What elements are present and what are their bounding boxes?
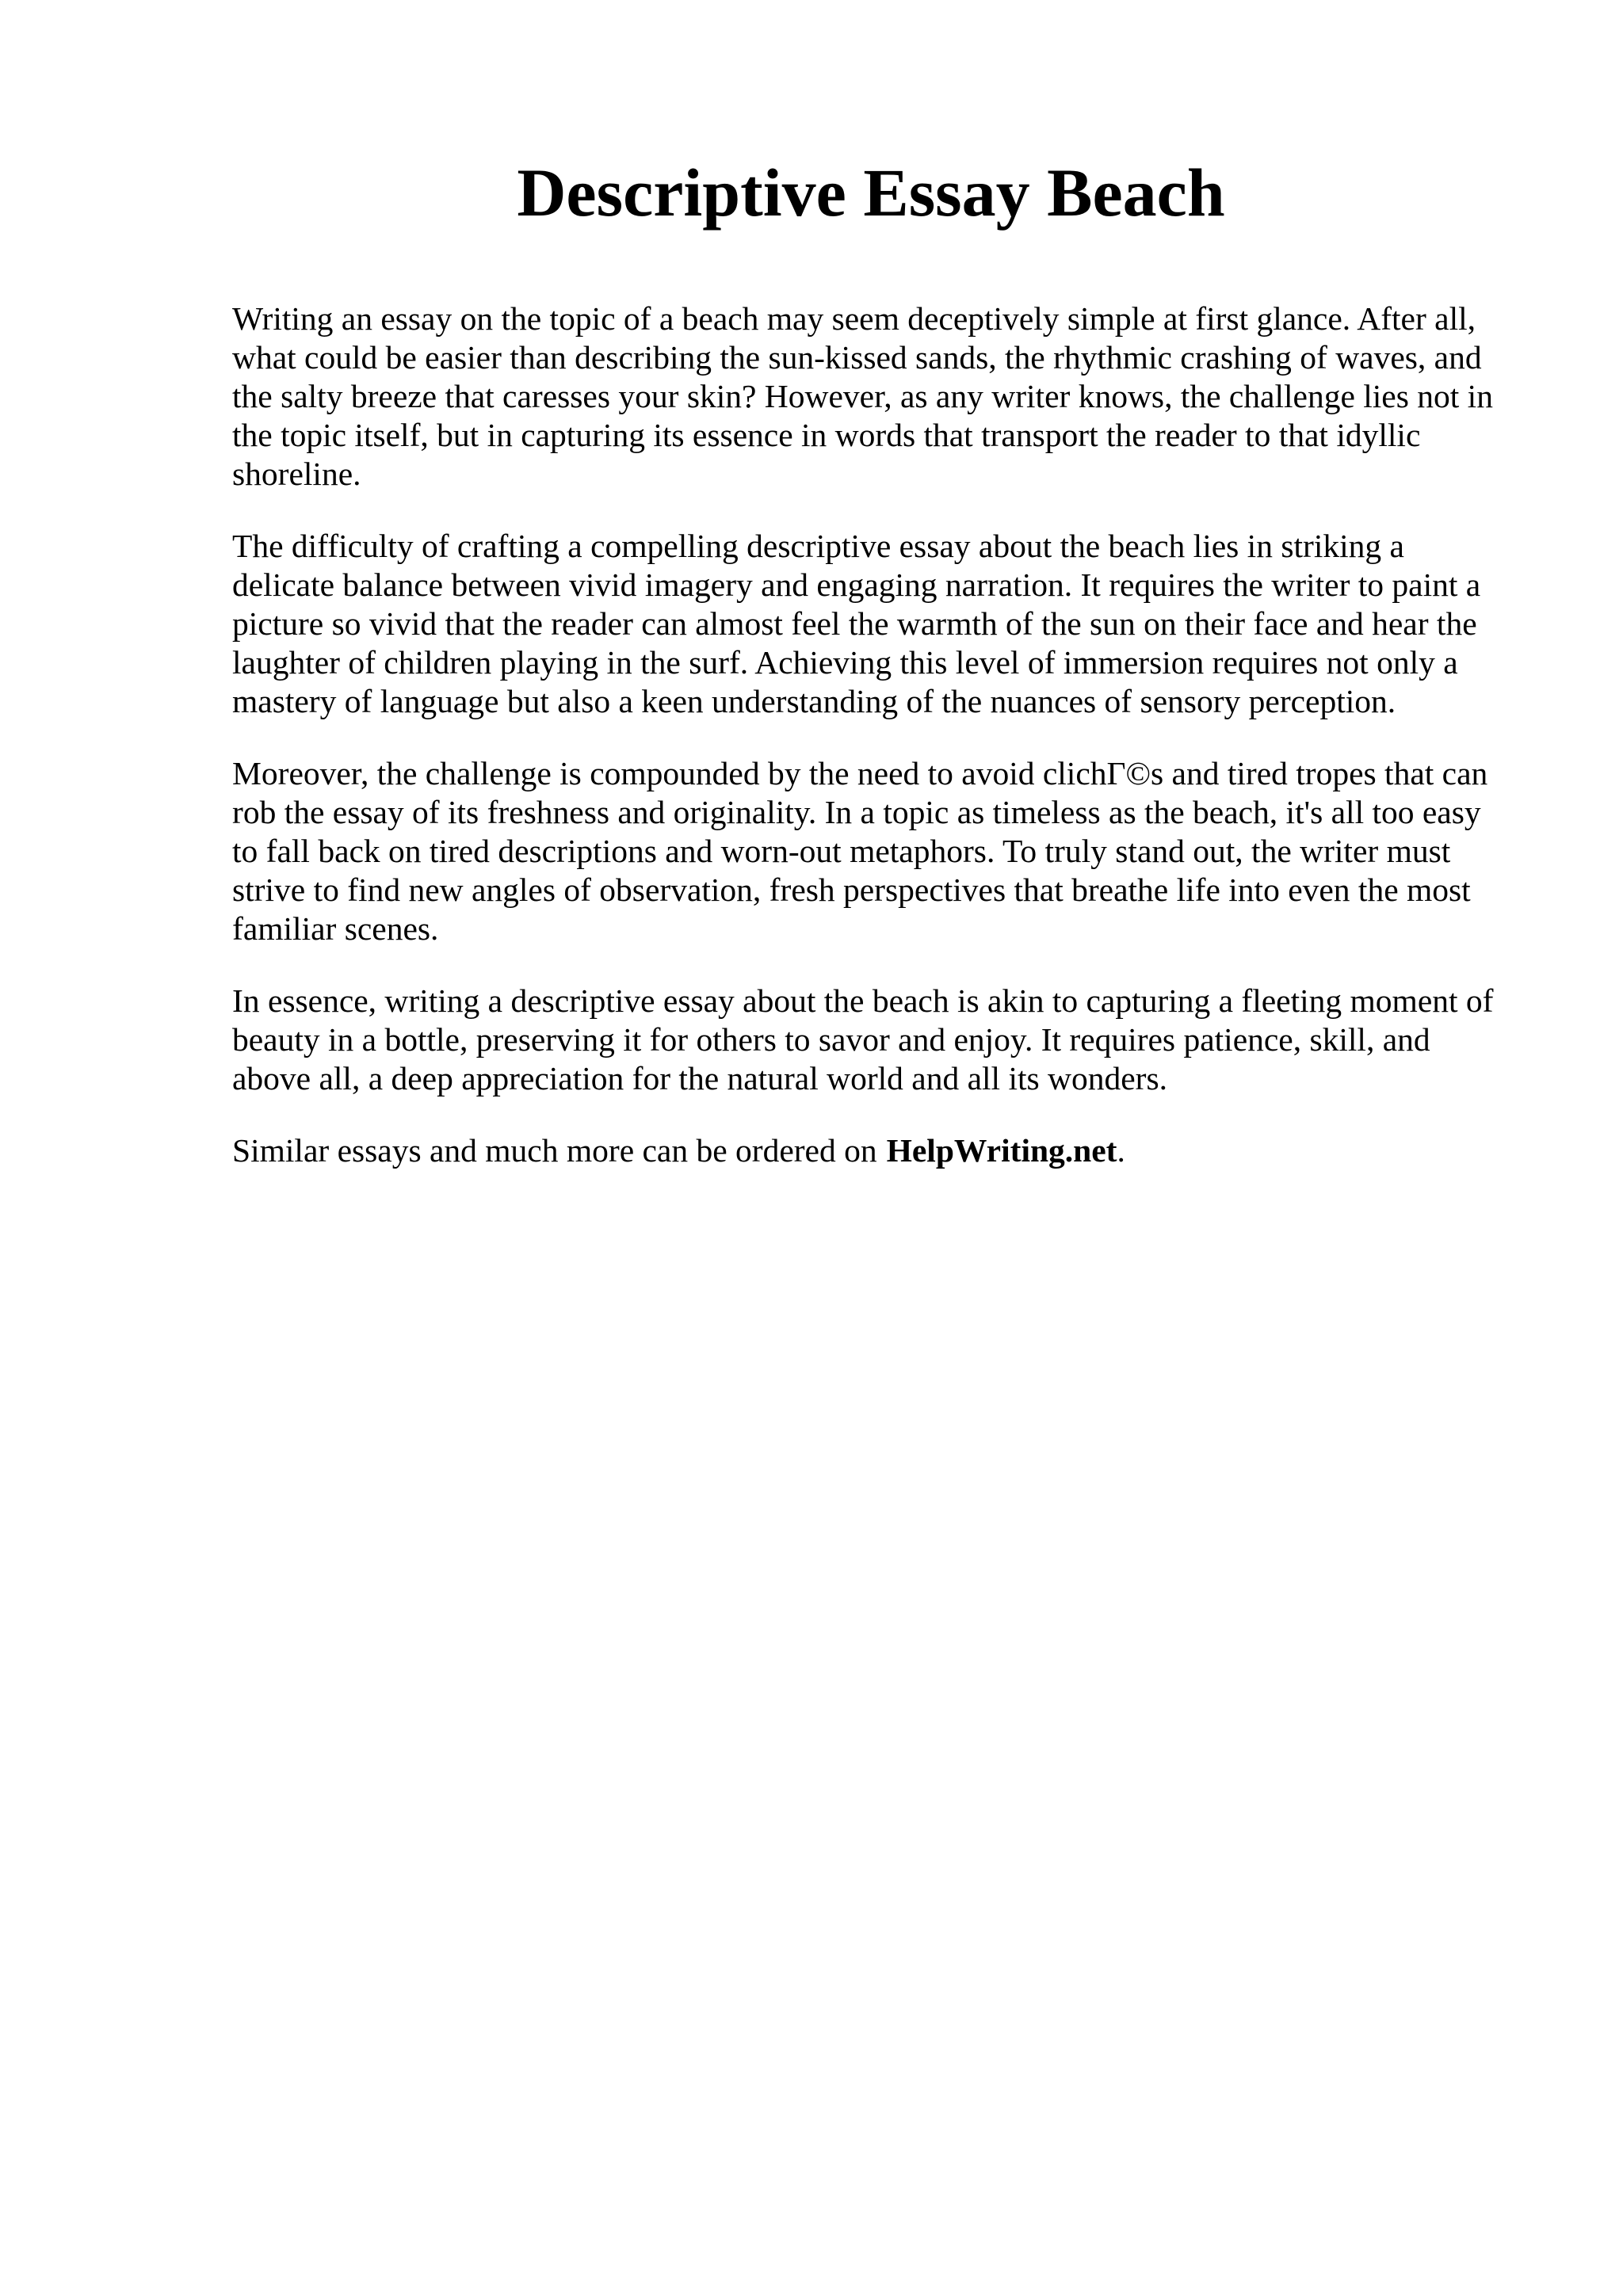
paragraph-1: Writing an essay on the topic of a beach may seem deceptively simple at first glance. After all, what could be easier than describing the sun-kissed sands, the rhythmic crashing of waves, and the salty breeze that caresses your skin? However, as any writer knows, the challenge lies not in the topic itself, but in capturing its essence in words that transport the reader to that idyllic shoreline. [232,300,1493,492]
order-suffix: . [1117,1132,1125,1169]
document-title: Descriptive Essay Beach [517,154,1225,231]
title-container [0,149,1623,236]
helpwriting-link[interactable]: HelpWriting.net [886,1132,1117,1169]
order-text: Similar essays and much more can be ordered on [232,1132,877,1169]
document-body [232,299,1508,1170]
paragraph-3: Moreover, the challenge is compounded by the need to avoid clichГ©s and tired tropes that can rob the essay of its freshness and originality. In a topic as timeless as the beach, it's all too easy to fall back on tired descriptions and worn-out metaphors. To truly stand out, the writer must strive to find new angles of observation, fresh perspectives that breathe life into even the most familiar scenes. [232,755,1488,947]
paragraph-4: In essence, writing a descriptive essay about the beach is akin to capturing a fleeting moment of beauty in a bottle, preserving it for others to savor and enjoy. It requires patience, skill, and above all, a deep appreciation for the natural world and all its wonders. [232,982,1494,1097]
paragraph-2: The difficulty of crafting a compelling descriptive essay about the beach lies in striking a delicate balance between vivid imagery and engaging narration. It requires the writer to paint a picture so vivid that the reader can almost feel the warmth of the sun on their face and hear the laughter of children playing in the surf. Achieving this level of immersion requires not only a mastery of language but also a keen understanding of the nuances of sensory perception. [232,528,1481,719]
order-line [232,1131,1508,1170]
